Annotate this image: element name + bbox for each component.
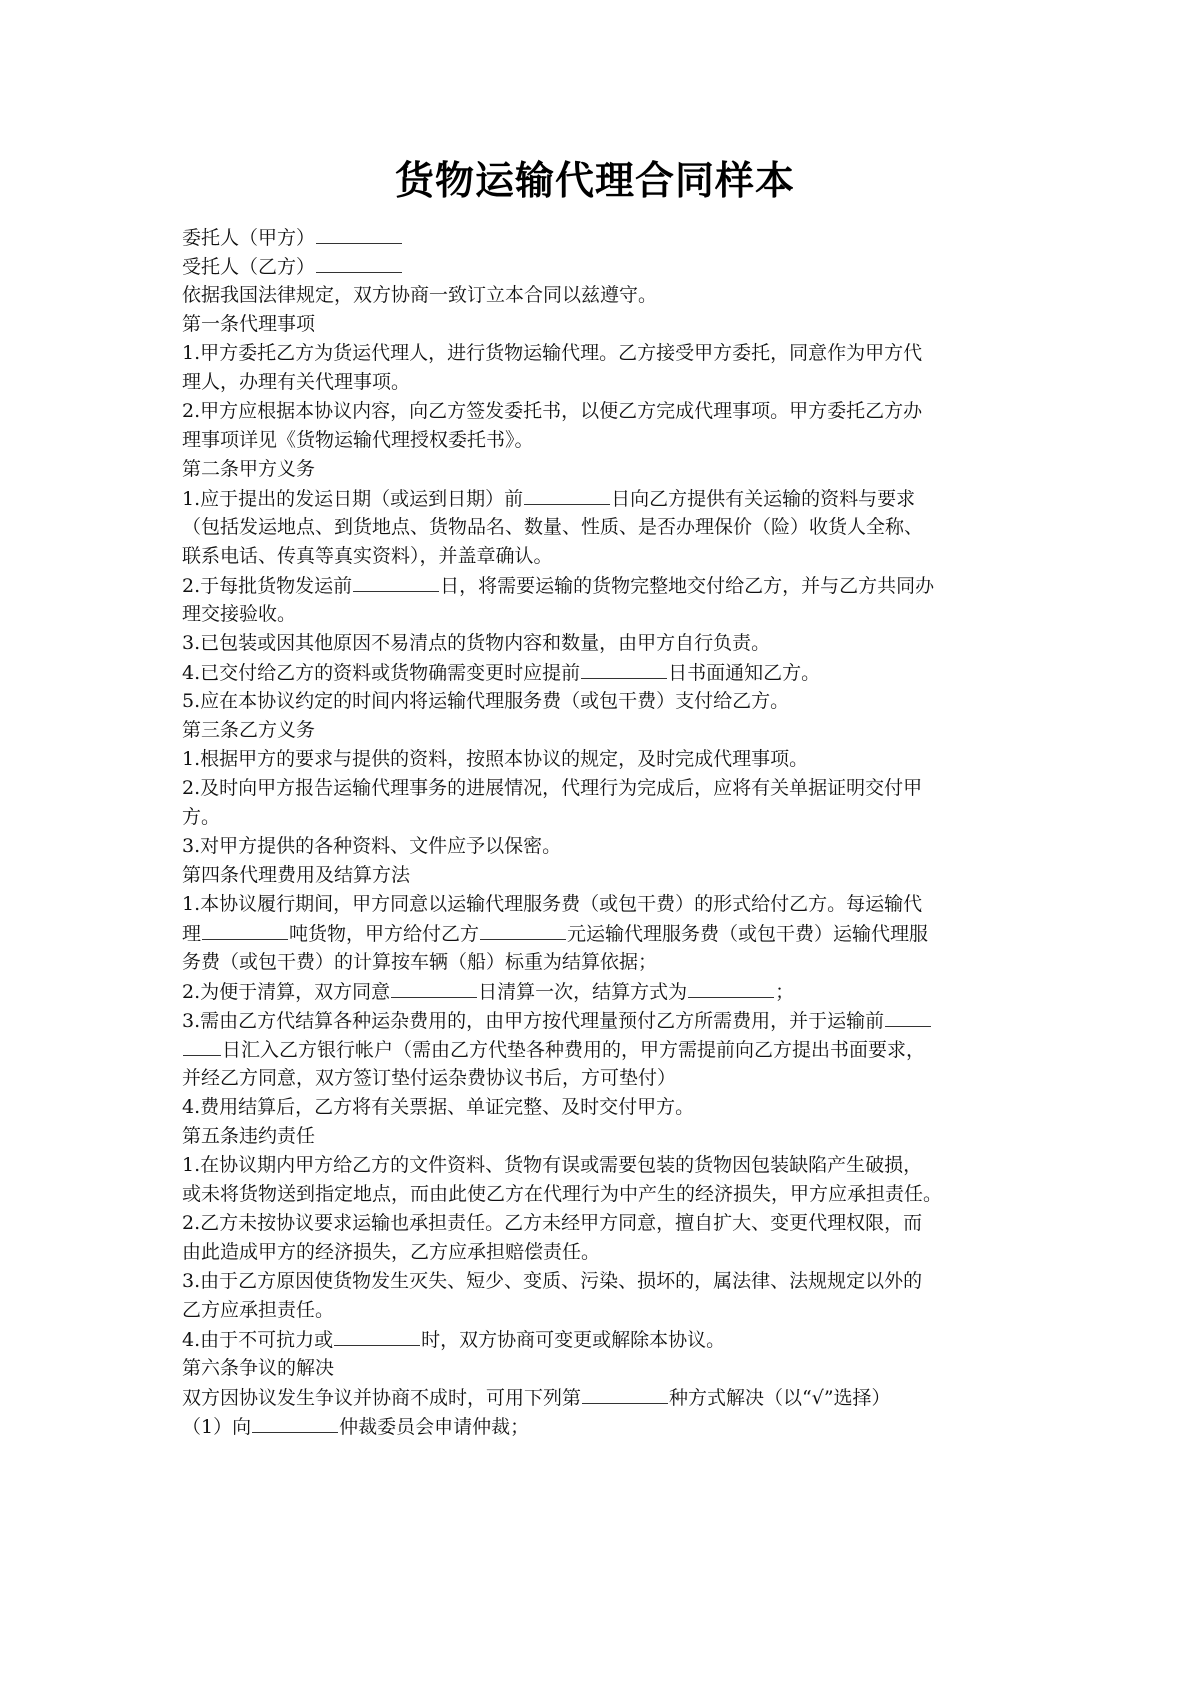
principal-line: [182, 223, 1018, 252]
article-2-line: [182, 484, 1018, 513]
article-1-line: 理事项详见《货物运输代理授权委托书》。: [182, 429, 534, 451]
text-segment: 3.需由乙方代结算各种运杂费用的，由甲方按代理量预付乙方所需费用，并于运输前: [182, 1010, 885, 1032]
article-2-line: 理交接验收。: [182, 603, 297, 625]
preamble: 依据我国法律规定，双方协商一致订立本合同以兹遵守。: [182, 284, 658, 306]
article-5-line: 1.在协议期内甲方给乙方的文件资料、货物有误或需要包装的货物因包装缺陷产生破损，: [182, 1154, 923, 1176]
fill-blank[interactable]: [183, 1035, 221, 1056]
text-segment: 1.应于提出的发运日期（或运到日期）前: [182, 488, 524, 510]
article-4-line: 1.本协议履行期间，甲方同意以运输代理服务费（或包干费）的形式给付乙方。每运输代: [182, 893, 923, 915]
principal-label: 委托人（甲方）: [182, 227, 316, 249]
text-segment: 日清算一次，结算方式为: [478, 981, 688, 1003]
text-segment: （1）向: [182, 1416, 252, 1438]
document-body: [182, 223, 1018, 1441]
text-segment: 种方式解决（以“√”选择）: [669, 1387, 891, 1409]
article-2-line: 5.应在本协议约定的时间内将运输代理服务费（或包干费）支付给乙方。: [182, 690, 790, 712]
article-5-line: 3.由于乙方原因使货物发生灭失、短少、变质、污染、损坏的，属法律、法规规定以外的: [182, 1270, 923, 1292]
principal-blank[interactable]: [316, 223, 402, 244]
text-segment: 4.已交付给乙方的资料或货物确需变更时应提前: [182, 662, 581, 684]
article-1-line: 理人，办理有关代理事项。: [182, 371, 411, 393]
fill-blank[interactable]: [353, 571, 439, 592]
fill-blank[interactable]: [391, 977, 477, 998]
text-segment: 理: [182, 923, 202, 945]
article-5-line: 乙方应承担责任。: [182, 1299, 335, 1321]
fill-blank[interactable]: [524, 484, 610, 505]
article-6-heading: 第六条争议的解决: [182, 1357, 335, 1379]
article-4-line: [182, 1035, 1018, 1064]
article-2-line: 3.已包装或因其他原因不易清点的货物内容和数量，由甲方自行负责。: [182, 632, 771, 654]
article-3-line: 2.及时向甲方报告运输代理事务的进展情况，代理行为完成后，应将有关单据证明交付甲: [182, 777, 923, 799]
article-2-heading: 第二条甲方义务: [182, 458, 316, 480]
fill-blank[interactable]: [252, 1412, 338, 1433]
fill-blank[interactable]: [202, 919, 288, 940]
article-5-line: 由此造成甲方的经济损失，乙方应承担赔偿责任。: [182, 1241, 601, 1263]
article-4-heading: 第四条代理费用及结算方法: [182, 864, 411, 886]
fill-blank[interactable]: [581, 658, 667, 679]
text-segment: 日书面通知乙方。: [668, 662, 821, 684]
text-segment: 时，双方协商可变更或解除本协议。: [421, 1329, 726, 1351]
fill-blank[interactable]: [480, 919, 566, 940]
article-4-line: [182, 919, 1018, 948]
article-6-line: [182, 1412, 1018, 1441]
text-segment: 双方因协议发生争议并协商不成时，可用下列第: [182, 1387, 582, 1409]
article-5-line: [182, 1325, 1018, 1354]
fill-blank[interactable]: [688, 977, 774, 998]
article-3-line: 方。: [182, 806, 221, 828]
article-5-line: 或未将货物送到指定地点，而由此使乙方在代理行为中产生的经济损失，甲方应承担责任。: [182, 1183, 943, 1205]
text-segment: 日，将需要运输的货物完整地交付给乙方，并与乙方共同办: [440, 575, 935, 597]
agent-label: 受托人（乙方）: [182, 256, 316, 278]
article-3-line: 1.根据甲方的要求与提供的资料，按照本协议的规定，及时完成代理事项。: [182, 748, 809, 770]
article-4-line: 并经乙方同意，双方签订垫付运杂费协议书后，方可垫付）: [182, 1067, 677, 1089]
text-segment: ；: [775, 981, 795, 1003]
text-segment: 元运输代理服务费（或包干费）运输代理服: [567, 923, 929, 945]
text-segment: 日向乙方提供有关运输的资料与要求: [611, 488, 916, 510]
text-segment: 2.为便于清算，双方同意: [182, 981, 391, 1003]
text-segment: 吨货物，甲方给付乙方: [289, 923, 480, 945]
fill-blank[interactable]: [582, 1383, 668, 1404]
article-5-heading: 第五条违约责任: [182, 1125, 316, 1147]
article-4-line: [182, 977, 1018, 1006]
article-2-line: 联系电话、传真等真实资料），并盖章确认。: [182, 545, 553, 567]
text-segment: 日汇入乙方银行帐户（需由乙方代垫各种费用的，甲方需提前向乙方提出书面要求，: [222, 1039, 926, 1061]
article-4-line: [182, 1006, 1018, 1035]
article-1-line: 2.甲方应根据本协议内容，向乙方签发委托书，以便乙方完成代理事项。甲方委托乙方办: [182, 400, 923, 422]
article-3-line: 3.对甲方提供的各种资料、文件应予以保密。: [182, 835, 562, 857]
fill-blank[interactable]: [885, 1006, 931, 1027]
article-2-line: [182, 571, 1018, 600]
text-segment: 2.于每批货物发运前: [182, 575, 353, 597]
article-3-heading: 第三条乙方义务: [182, 719, 316, 741]
article-1-line: 1.甲方委托乙方为货运代理人，进行货物运输代理。乙方接受甲方委托，同意作为甲方代: [182, 342, 923, 364]
text-segment: 仲裁委员会申请仲裁；: [339, 1416, 530, 1438]
article-6-line: [182, 1383, 1018, 1412]
document-title: 货物运输代理合同样本: [394, 159, 795, 204]
article-2-line: [182, 658, 1018, 687]
article-2-line: （包括发运地点、到货地点、货物品名、数量、性质、是否办理保价（险）收货人全称、: [182, 516, 924, 538]
article-5-line: 2.乙方未按协议要求运输也承担责任。乙方未经甲方同意，擅自扩大、变更代理权限，而: [182, 1212, 923, 1234]
text-segment: 4.由于不可抗力或: [182, 1329, 334, 1351]
article-4-line: 务费（或包干费）的计算按车辆（船）标重为结算依据；: [182, 951, 658, 973]
agent-line: [182, 252, 1018, 281]
agent-blank[interactable]: [316, 252, 402, 273]
article-4-line: 4.费用结算后，乙方将有关票据、单证完整、及时交付甲方。: [182, 1096, 695, 1118]
article-1-heading: 第一条代理事项: [182, 313, 316, 335]
fill-blank[interactable]: [334, 1325, 420, 1346]
